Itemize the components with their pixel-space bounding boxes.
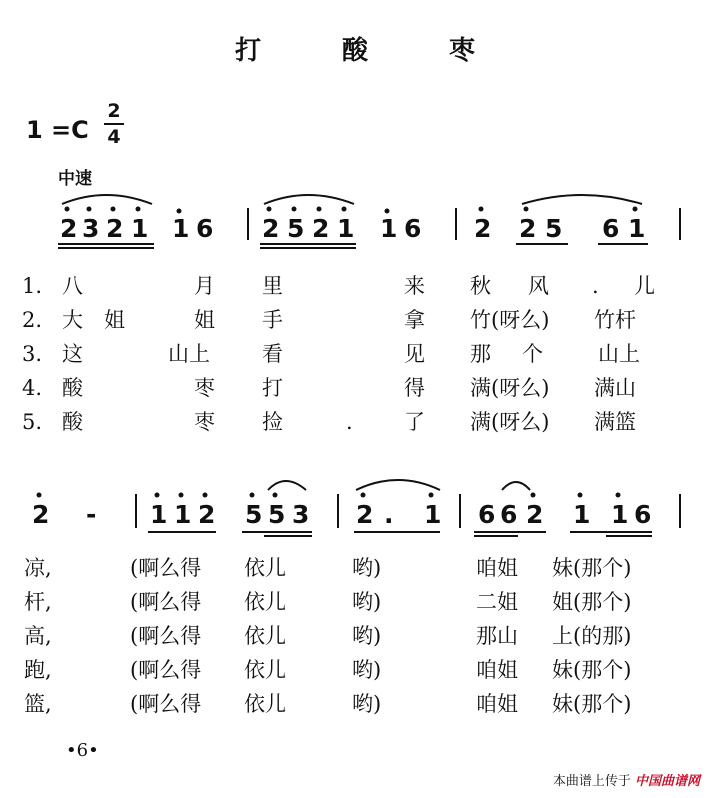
lyric-word: 凉,	[24, 556, 52, 580]
lyric-word: 酸	[62, 410, 83, 434]
octave-dot	[578, 493, 583, 498]
lyric-word: 风	[528, 274, 549, 298]
note: 3	[82, 214, 100, 243]
octave-dot	[177, 209, 182, 214]
lyric-word: 依儿	[244, 590, 286, 614]
note: 2	[32, 500, 50, 529]
lyric-word: 哟)	[352, 556, 382, 580]
lyric-word: 看	[262, 342, 283, 366]
octave-dot	[203, 493, 208, 498]
lyric-word: 拿	[404, 308, 425, 332]
octave-dot	[342, 207, 347, 212]
lyric-word: 依儿	[244, 658, 286, 682]
tempo-marking: 中速	[58, 169, 92, 189]
note: 2	[519, 214, 537, 243]
note: 5	[268, 500, 286, 529]
lyric-word: 跑,	[24, 658, 52, 682]
note: 6	[500, 500, 518, 529]
lyric-word: 2.	[22, 308, 43, 332]
slur	[522, 195, 642, 204]
octave-dot	[111, 207, 116, 212]
lyric-word: 咱姐	[476, 692, 518, 716]
note: 6	[602, 214, 620, 243]
note: 3	[292, 500, 310, 529]
lyric-word: 3.	[22, 342, 43, 366]
lyric-word: 八	[62, 274, 83, 298]
lyric-word: 哟)	[352, 590, 382, 614]
lyric-word: 月	[194, 274, 215, 298]
lyric-word: 妹(那个)	[552, 692, 632, 716]
lyric-word: 里	[262, 274, 283, 298]
key-signature: 1 =C	[26, 116, 89, 144]
lyric-word: 大	[62, 308, 83, 332]
lyric-word: 见	[404, 342, 425, 366]
page-number: •6•	[66, 740, 99, 761]
note: 2	[198, 500, 216, 529]
lyric-word: 5.	[22, 410, 43, 434]
lyric-word: (啊么得	[130, 556, 202, 580]
octave-dot	[179, 493, 184, 498]
lyric-word: 高,	[24, 624, 52, 648]
note: 6	[478, 500, 496, 529]
note: 2	[312, 214, 330, 243]
note: 1	[628, 214, 646, 243]
lyric-word: 姐	[194, 308, 215, 332]
lyric-word: 满篮	[594, 410, 636, 434]
slur	[268, 481, 306, 490]
note: 2	[356, 500, 374, 529]
note: 5	[287, 214, 305, 243]
lyric-word: 枣	[194, 376, 215, 400]
lyric-word: .	[346, 410, 353, 434]
time-top: 2	[107, 100, 121, 122]
octave-dot	[136, 207, 141, 212]
note: 5	[545, 214, 563, 243]
octave-dot	[273, 493, 278, 498]
octave-dot	[531, 493, 536, 498]
credit-text: 本曲谱上传于	[552, 774, 631, 789]
lyric-word: 依儿	[244, 556, 286, 580]
lyric-word: 秋	[470, 274, 491, 298]
note: 6	[404, 214, 422, 243]
lyric-word: (啊么得	[130, 692, 202, 716]
note: 2	[526, 500, 544, 529]
lyric-word: 手	[262, 308, 283, 332]
slur	[356, 480, 440, 490]
time-bottom: 4	[107, 126, 121, 148]
lyric-word: 咱姐	[476, 556, 518, 580]
octave-dot	[87, 207, 92, 212]
lyric-word: 满(呀么)	[470, 376, 550, 400]
note: .	[384, 500, 394, 529]
lyric-word: 山上	[168, 342, 210, 366]
lyric-word: 妹(那个)	[552, 658, 632, 682]
octave-dot	[65, 207, 70, 212]
lyric-word: 竹(呀么)	[470, 308, 550, 332]
octave-dot	[479, 207, 484, 212]
slur	[62, 195, 152, 204]
octave-dot	[37, 493, 42, 498]
lyric-word: 捡	[262, 410, 283, 434]
site-logo[interactable]: 中国曲谱网	[634, 774, 700, 789]
octave-dot	[267, 207, 272, 212]
note: 1	[424, 500, 442, 529]
note: 1	[611, 500, 629, 529]
note: 1	[150, 500, 168, 529]
lyric-word: (啊么得	[130, 590, 202, 614]
note: 1	[172, 214, 190, 243]
lyric-word: 这	[62, 342, 83, 366]
lyric-word: 那山	[476, 624, 518, 648]
slur	[264, 195, 354, 204]
lyric-word: 山上	[598, 342, 640, 366]
lyric-word: 满(呀么)	[470, 410, 550, 434]
lyric-word: 那	[470, 342, 491, 366]
note: -	[86, 500, 97, 529]
lyric-word: 篮,	[24, 692, 52, 716]
note: 2	[106, 214, 124, 243]
lyric-word: 个	[522, 342, 543, 366]
slur	[502, 482, 530, 490]
lyric-word: 哟)	[352, 692, 382, 716]
note: 5	[245, 500, 263, 529]
lyric-word: 姐	[104, 308, 125, 332]
lyric-word: (啊么得	[130, 624, 202, 648]
lyric-word: 酸	[62, 376, 83, 400]
octave-dot	[292, 207, 297, 212]
note: 6	[634, 500, 652, 529]
note: 1	[174, 500, 192, 529]
note: 1	[573, 500, 591, 529]
lyric-word: 来	[404, 274, 425, 298]
lyric-word: 哟)	[352, 658, 382, 682]
lyric-word: 打	[262, 376, 283, 400]
lyric-word: 上(的那)	[552, 624, 632, 648]
note: 1	[131, 214, 149, 243]
note: 2	[60, 214, 78, 243]
octave-dot	[317, 207, 322, 212]
octave-dot	[616, 493, 621, 498]
lyric-word: 4.	[22, 376, 43, 400]
lyric-word: .	[592, 274, 599, 298]
lyric-word: 依儿	[244, 624, 286, 648]
song-title: 打 酸 枣	[234, 36, 512, 66]
lyric-word: (啊么得	[130, 658, 202, 682]
octave-dot	[429, 493, 434, 498]
lyric-word: 儿	[634, 274, 655, 298]
lyric-word: 竹杆	[594, 308, 636, 332]
note: 2	[262, 214, 280, 243]
lyric-word: 妹(那个)	[552, 556, 632, 580]
upload-credit	[553, 770, 700, 789]
lyric-word: 哟)	[352, 624, 382, 648]
lyric-word: 杆,	[24, 590, 52, 614]
lyric-word: 依儿	[244, 692, 286, 716]
lyric-word: 枣	[194, 410, 215, 434]
lyric-word: 二姐	[476, 590, 518, 614]
note: 1	[337, 214, 355, 243]
octave-dot	[250, 493, 255, 498]
note: 6	[196, 214, 214, 243]
lyric-word: 1.	[22, 274, 43, 298]
lyric-word: 咱姐	[476, 658, 518, 682]
octave-dot	[155, 493, 160, 498]
note: 2	[474, 214, 492, 243]
octave-dot	[385, 209, 390, 214]
octave-dot	[633, 207, 638, 212]
octave-dot	[524, 207, 529, 212]
octave-dot	[361, 493, 366, 498]
lyric-word: 姐(那个)	[552, 590, 632, 614]
lyric-word: 满山	[594, 376, 636, 400]
lyric-word: 得	[404, 376, 425, 400]
lyric-word: 了	[404, 410, 425, 434]
note: 1	[380, 214, 398, 243]
